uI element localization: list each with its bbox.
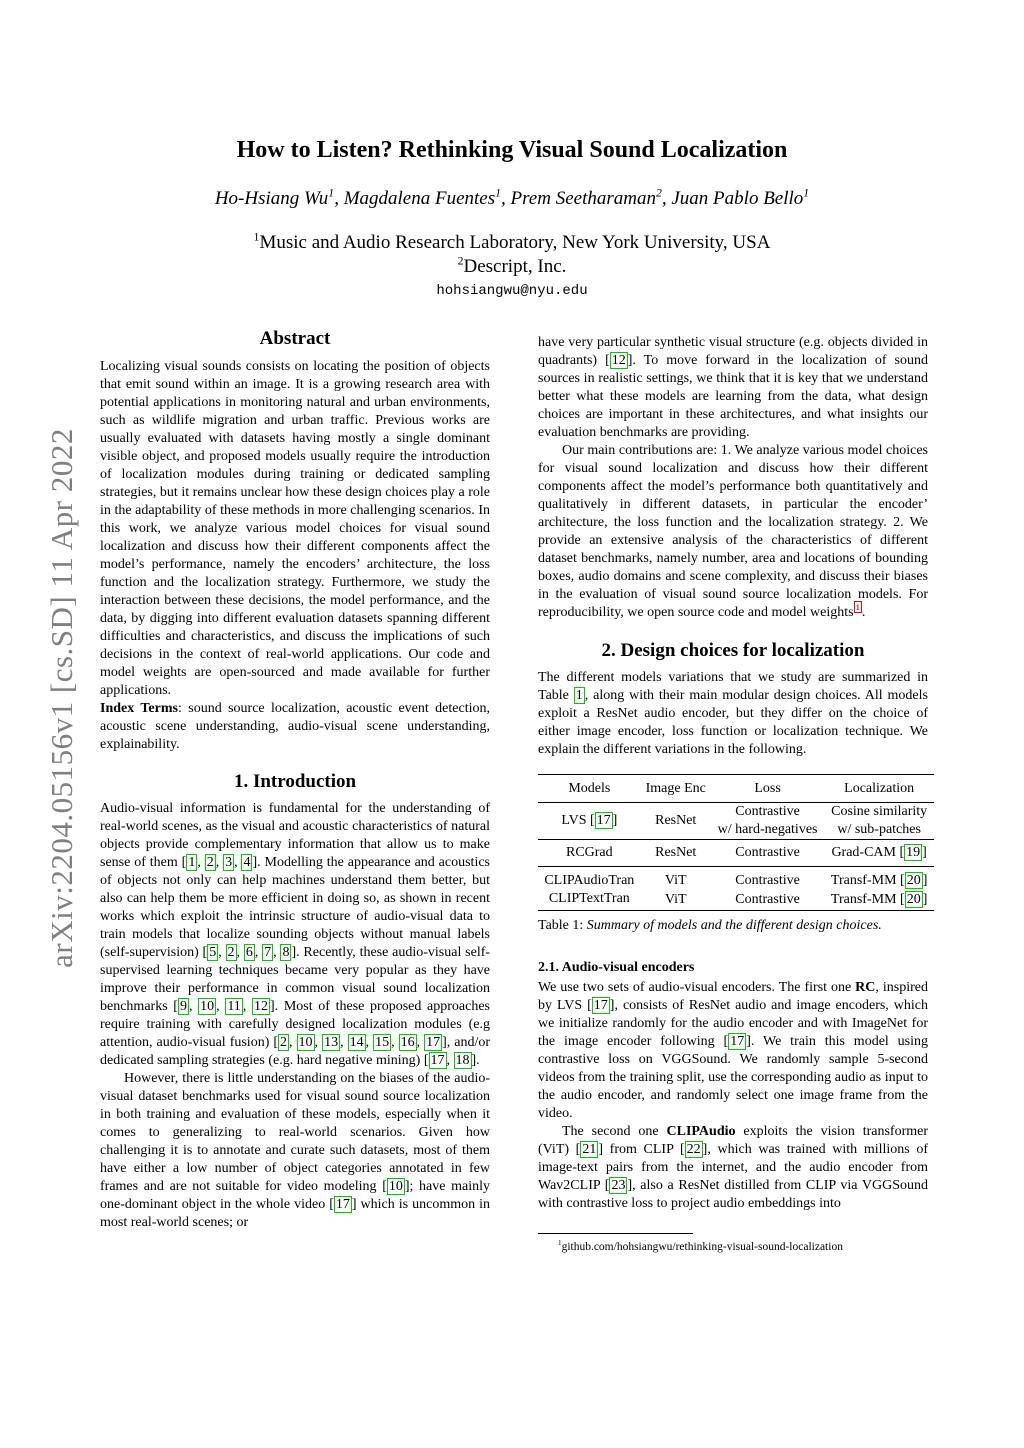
index-terms <box>100 700 490 754</box>
affil-text: Descript, Inc. <box>463 256 567 277</box>
citation-link[interactable]: 4 <box>243 855 251 870</box>
cell-localization: Grad-CAM [ 19 ] <box>831 845 927 860</box>
cell-image-enc: ResNet <box>655 813 697 828</box>
cell-loss: Contrastive <box>735 845 800 860</box>
citation-link[interactable]: 17 <box>730 1034 745 1049</box>
encoders-heading: 2.1. Audio-visual encoders <box>538 960 695 975</box>
citation-link[interactable]: 17 <box>593 998 608 1013</box>
cell-loss <box>711 803 824 840</box>
author-separator: , <box>661 188 672 209</box>
cell-image-enc: ResNet <box>655 845 697 860</box>
cell-localization: Transf-MM [ 20 ] <box>830 892 928 907</box>
footnote-rule <box>538 1233 693 1234</box>
footnote-mark: 1 <box>558 1239 562 1248</box>
citation-link[interactable]: 2 <box>206 855 214 870</box>
author-name: Ho-Hsiang Wu <box>214 188 329 209</box>
paper-title: How to Listen? Rethinking Visual Sound Localization <box>236 137 788 163</box>
cell-model: RCGrad <box>565 845 613 860</box>
index-terms-text: : sound source localization, acoustic event detection, acoustic scene understanding, audio-visual scene understanding, explainability. <box>100 701 490 752</box>
citation-link[interactable]: 23 <box>611 1178 626 1193</box>
intro-paragraph-2: However, there is little understanding on the biases of the audio-visual dataset benchmarks used for visual sound source localization in both training and evaluation of these models, especially when it comes to generalizing to real-world scenarios. Given how challenging it is to annotate and curate such datasets, most of them have either a low number of object categories annotated in few frames and are not suitable for video modeling [ 10 ]; have mainly one-dominant object in the whole video [ 17 ] which is uncommon in most real-world scenes; or <box>100 1071 490 1230</box>
affil-mark: 2 <box>457 254 464 268</box>
cell-image-enc: ViT <box>664 873 687 888</box>
contributions-paragraph: Our main contributions are: 1. We analyze various model choices for visual sound localization and discuss how their different components affect the model’s performance both quantitatively and qualitatively in different datasets, in particular the encoder’ architecture, the loss function and the localization strategy. 2. We provide an extensive analysis of the characteristics of different dataset benchmarks, namely number, area and locations of bounding boxes, audio domains and scene complexity, and discuss their biases in the evaluation of visual sound source localization models. For reproducibility, we open source code and model weights $^1$ . <box>538 443 928 620</box>
loss-line-2: w/ hard-negatives <box>717 822 818 837</box>
citation-link[interactable]: 21 <box>582 1142 597 1157</box>
index-terms-label: Index Terms <box>100 701 178 716</box>
citation-link[interactable]: 1 <box>575 688 583 703</box>
citation-link[interactable]: 20 <box>906 873 921 888</box>
author-list <box>0 188 1024 210</box>
header-loss: Loss <box>754 780 781 796</box>
design-heading: 2. Design choices for localization <box>601 640 865 661</box>
table-header-row <box>538 775 934 803</box>
table-1 <box>538 774 928 935</box>
footnote-text: github.com/hohsiangwu/rethinking-visual-sound-localization <box>561 1241 843 1253</box>
cell-localization <box>824 803 934 840</box>
citation-link[interactable]: 11 <box>227 999 241 1014</box>
cell-model: CLIPAudioTran <box>544 873 635 888</box>
loc-line-1: Cosine similarity <box>831 804 928 819</box>
footnote-ref <box>854 601 862 613</box>
citation-link[interactable]: 12 <box>611 353 626 368</box>
table-row <box>538 867 934 891</box>
header-models: Models <box>568 780 611 796</box>
right-paragraph-1: have very particular synthetic visual structure (e.g. objects divided in quadrants) [ 12 ]. To move forward in the localization of sound sources in realistic settings, we think that it is key that we understand better what these models are learning from the data, what design choices are important in these architectures, and what insights our evaluation benchmarks are providing. <box>538 335 928 440</box>
arxiv-id: arXiv:2204.05156v1 [cs.SD] 11 Apr 2022 <box>44 428 79 968</box>
citation-link[interactable]: 14 <box>349 1035 364 1050</box>
citation-link[interactable]: 22 <box>686 1142 701 1157</box>
citation-link[interactable]: 13 <box>324 1035 339 1050</box>
design-choices-table <box>538 774 934 911</box>
header-image-enc: Image Enc <box>645 780 706 796</box>
author-name: Juan Pablo Bello <box>671 188 804 209</box>
caption-text: Summary of models and the different design choices. <box>586 918 882 933</box>
design-paragraph: The different models variations that we study are summarized in Table 1 , along with their main modular design choices. All models exploit a ResNet audio encoder, but they differ on the choice of either image encoder, loss function or localization technique. We explain the different variations in the following. <box>538 670 928 757</box>
citation-link[interactable]: 2 <box>227 945 235 960</box>
author-affil-mark: 1 <box>803 186 810 200</box>
footnote <box>538 1238 928 1256</box>
affil-text: Music and Audio Research Laboratory, New York University, USA <box>259 232 771 253</box>
citation-link[interactable]: 1 <box>188 855 196 870</box>
citation-link[interactable]: 10 <box>200 999 215 1014</box>
loc-text: Grad-CAM <box>831 845 900 860</box>
citation-link[interactable]: 16 <box>400 1035 415 1050</box>
citation-link[interactable]: 17 <box>426 1035 441 1050</box>
intro-paragraph-1: Audio-visual information is fundamental for the understanding of real-world scenes, as the visual and acoustic characteristics of natural objects provide complementary information that allow us to make sense of them [ 1 , 2 , 3 , 4 ]. Modelling the appearance and acoustics of objects not only can help machines understand them better, but also can help them be more efficient in doing so, as shown in recent works which exploit the intrinsic structure of audio-visual data to train models that localize sounding objects without manual labels (self-supervision) [ 5 , 2 , 6 , 7 , 8 ]. Recently, these audio-visual self-supervised learning techniques became very popular as they have improve their performance in common visual sound localization benchmarks [ 9 , 10 , 11 , 12 ]. Most of these proposed approaches require training with carefully designed localization modules (e.g attention, audio-visual fusion) [ 2 , 10 , 13 , 14 , 15 , 16 , 17 ], and/or dedicated sampling strategies (e.g. hard negative mining) [ 17 , 18 ]. <box>100 801 491 1068</box>
citation-link[interactable]: 12 <box>253 999 268 1014</box>
cell-model: CLIPTextTran <box>548 891 630 906</box>
citation-link[interactable]: 7 <box>264 945 272 960</box>
citation-link[interactable]: 10 <box>388 1179 403 1194</box>
table-row <box>538 803 934 840</box>
loc-line-2: w/ sub-patches <box>837 822 921 837</box>
loss-line-1: Contrastive <box>735 804 800 819</box>
cell-model: LVS [ 17 ] <box>561 813 618 828</box>
caption-label: Table 1: <box>538 918 587 933</box>
citation-link[interactable]: 17 <box>335 1197 350 1212</box>
bold-term: CLIPAudio <box>666 1124 736 1139</box>
citation-link[interactable]: 9 <box>179 999 187 1014</box>
cell-loss: Contrastive <box>735 873 800 888</box>
citation-link[interactable]: 6 <box>245 945 253 960</box>
citation-link[interactable]: 17 <box>430 1053 445 1068</box>
arxiv-stamp <box>40 348 84 1048</box>
loc-text: Transf-MM <box>830 873 901 888</box>
intro-heading: 1. Introduction <box>233 771 357 792</box>
author-separator: , <box>501 188 511 209</box>
citation-link[interactable]: 10 <box>298 1035 313 1050</box>
author-separator: , <box>334 188 344 209</box>
citation-link[interactable]: 5 <box>209 945 217 960</box>
table-row <box>538 890 934 911</box>
table-row <box>538 840 934 867</box>
bold-term: RC <box>855 980 876 995</box>
citation-link[interactable]: 18 <box>455 1053 470 1068</box>
citation-link[interactable]: 3 <box>225 855 233 870</box>
author-affil-mark: 2 <box>655 186 662 200</box>
table-caption <box>538 917 928 935</box>
cell-image-enc: ViT <box>664 892 687 907</box>
author-name: Prem Seetharaman <box>510 188 656 209</box>
encoders-paragraph-2: The second one CLIPAudio exploits the vision transformer (ViT) [ 21 ] from CLIP [ 22 ], which was trained with millions of image-text pairs from the internet, and the audio encoder from Wav2CLIP [ 23 ], also a ResNet distilled from CLIP via VGGSound with contrastive loss to project audio embeddings into <box>538 1124 929 1211</box>
left-column <box>100 330 490 1232</box>
author-affil-mark: 1 <box>328 186 335 200</box>
citation-link[interactable]: 15 <box>375 1035 390 1050</box>
citation-link[interactable]: 8 <box>282 945 290 960</box>
author-email: hohsiangwu@nyu.edu <box>436 283 588 299</box>
citation-link[interactable]: 19 <box>906 845 921 860</box>
citation-link[interactable]: 20 <box>906 892 921 907</box>
cell-loss: Contrastive <box>735 892 800 907</box>
affiliation-1 <box>0 232 1024 254</box>
citation-link[interactable]: 17 <box>596 813 611 828</box>
footnote-link[interactable]: 1 <box>855 602 860 613</box>
loc-text: Transf-MM <box>830 892 901 907</box>
author-name: Magdalena Fuentes <box>343 188 496 209</box>
cell-localization: Transf-MM [ 20 ] <box>830 873 928 888</box>
affil-mark: 1 <box>253 230 260 244</box>
model-name: LVS <box>561 813 590 828</box>
header-localization: Localization <box>844 780 915 796</box>
encoders-paragraph-1: We use two sets of audio-visual encoders. The first one RC, inspired by LVS [ 17 ], consists of ResNet audio and image encoders, which we initialize randomly for the audio encoder and with ImageNet for the image encoder following [ 17 ]. We train this model using contrastive loss on VGGSound. We randomly sample 5-second videos from the training split, use the corresponding audio as input to the audio encoder, and randomly select one image frame from the video. <box>538 980 929 1121</box>
author-affil-mark: 1 <box>495 186 502 200</box>
right-column <box>538 334 928 1256</box>
abstract-text: Localizing visual sounds consists on locating the position of objects that emit sound within an image. It is a growing research area with potential applications in monitoring natural and urban environments, such as wildlife migration and urban traffic. Previous works are usually evaluated with datasets having mostly a single dominant visible object, and proposed models usually require the introduction of localization modules during training or dedicated sampling strategies, but it remains unclear how these design choices play a role in the adaptability of these methods in more challenging scenarios. In this work, we analyze various model choices for visual sound localization and discuss how their different components affect the model’s performance, namely the encoders’ architecture, the loss function and the localization strategy. Furthermore, we study the interaction between these decisions, the model performance, and the data, by digging into different evaluation datasets spanning different difficulties and characteristics, and discuss the implications of such decisions in the context of real-world applications. Our code and model weights are open-sourced and made available for further applications. <box>100 359 490 698</box>
abstract-heading: Abstract <box>259 328 331 349</box>
citation-link[interactable]: 2 <box>280 1035 288 1050</box>
affiliation-2 <box>0 256 1024 278</box>
